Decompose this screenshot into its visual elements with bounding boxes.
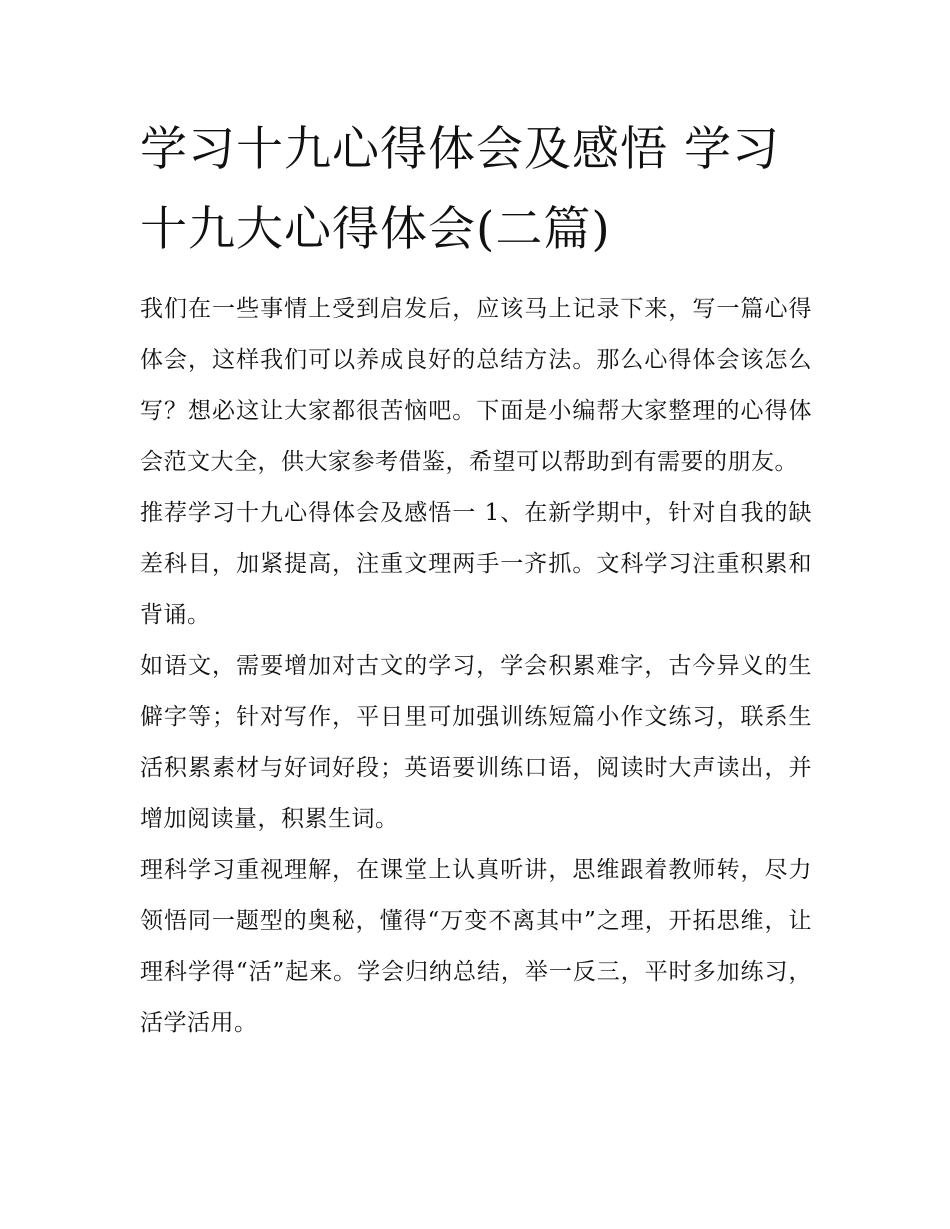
document-title: 学习十九心得体会及感悟 学习十九大心得体会(二篇)	[140, 122, 780, 257]
paragraph-science: 理科学习重视理解，在课堂上认真听讲，思维跟着教师转，尽力领悟同一题型的奥秘，懂得“万变不离其中”之理，开拓思维，让理科学得“活”起来。学会归纳总结，举一反三，平时多加练习，活学活用。	[140, 857, 812, 1036]
paragraph-intro: 我们在一些事情上受到启发后，应该马上记录下来，写一篇心得体会，这样我们可以养成良好的总结方法。那么心得体会该怎么写？想必这让大家都很苦恼吧。下面是小编帮大家整理的心得体会范文大全，供大家参考借鉴，希望可以帮助到有需要的朋友。	[140, 296, 812, 475]
paragraph-chinese: 如语文，需要增加对古文的学习，学会积累难字，古今异义的生僻字等；针对写作，平日里可加强训练短篇小作文练习，联系生活积累素材与好词好段；英语要训练口语，阅读时大声读出，并增加阅读量，积累生词。	[140, 653, 812, 832]
paragraph-recommend: 推荐学习十九心得体会及感悟一 1、在新学期中，针对自我的缺差科目，加紧提高，注重文理两手一齐抓。文科学习注重积累和背诵。	[140, 500, 812, 628]
document-page	[140, 110, 812, 1049]
